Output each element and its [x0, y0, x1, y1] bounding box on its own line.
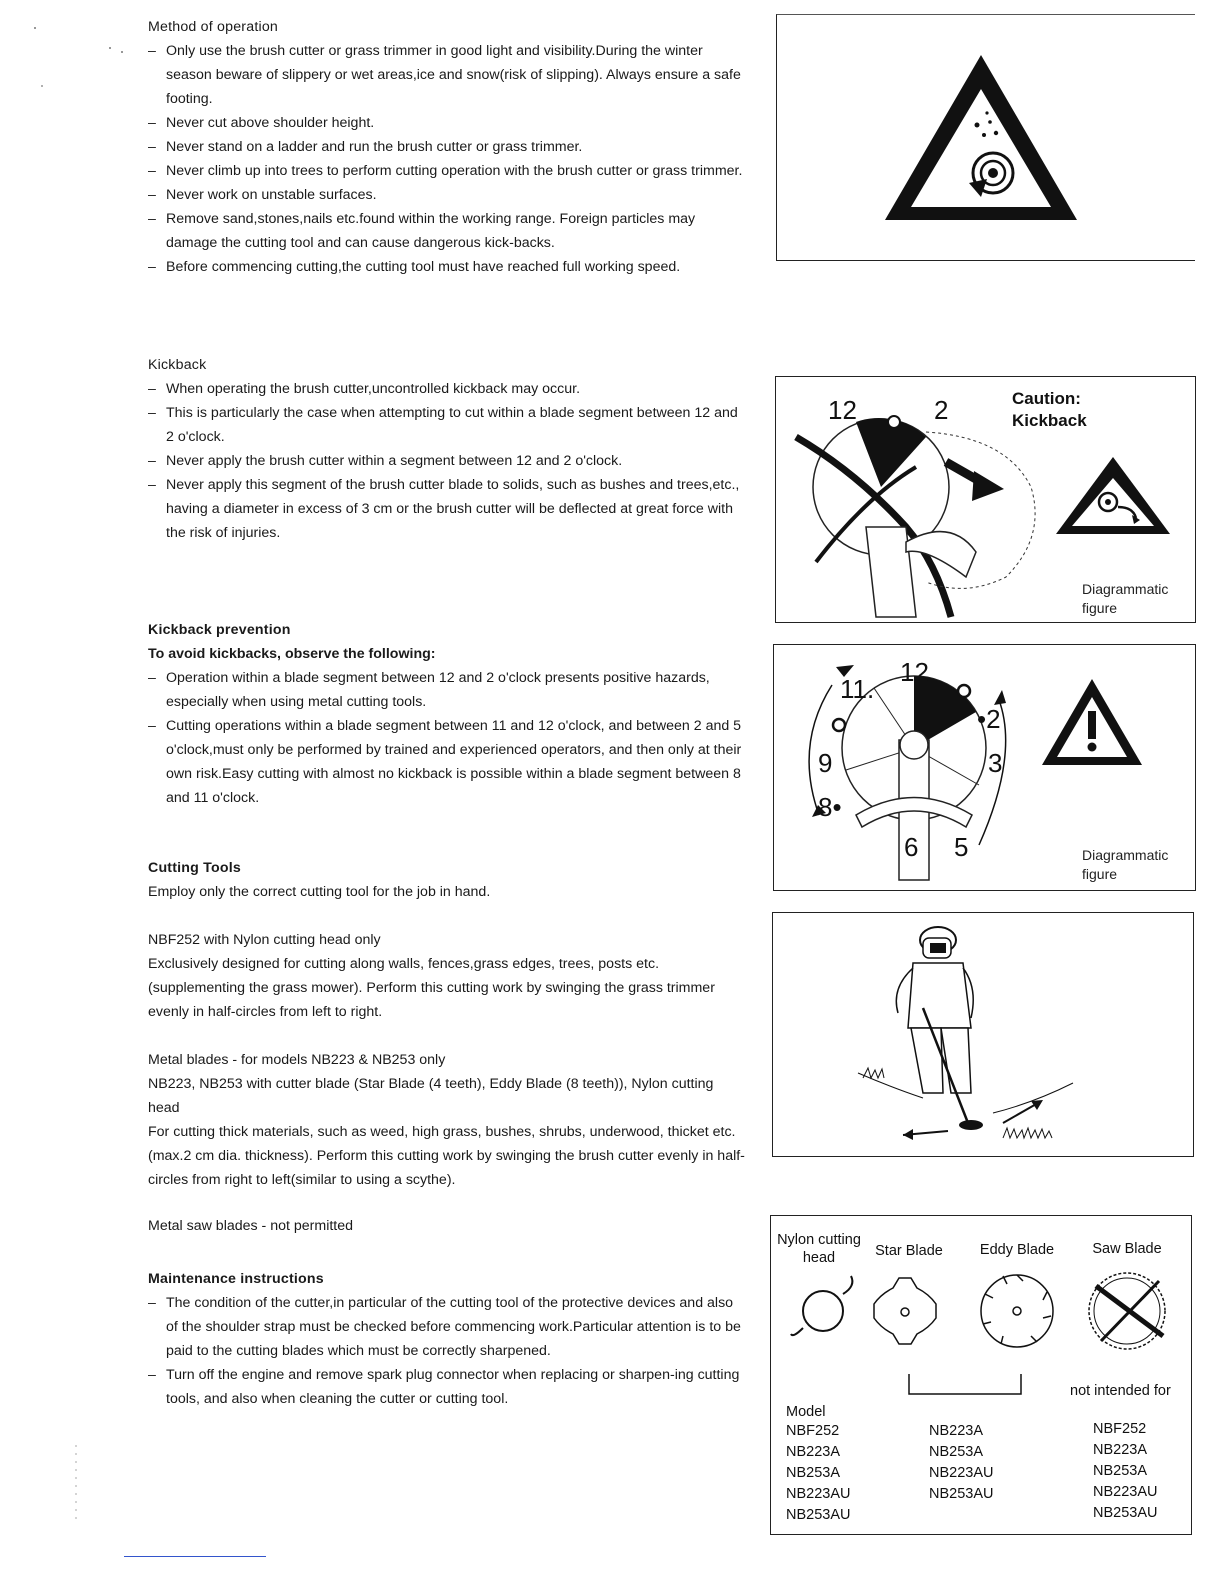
nylon-models-list: [786, 1421, 850, 1526]
not-intended-label: not intended for: [1070, 1383, 1171, 1399]
clock-label-2: •2: [977, 704, 1001, 734]
list-item: – Never work on unstable surfaces.: [148, 183, 748, 207]
kickback-heading: Kickback: [148, 357, 207, 373]
clock-label-11: 11.: [840, 674, 875, 704]
bottom-link-line: [124, 1556, 266, 1557]
list-item: – Never apply the brush cutter within a segment between 12 and 2 o'clock.: [148, 449, 748, 473]
operator-illustration-panel: [772, 912, 1194, 1157]
list-item: NB253A: [1093, 1463, 1148, 1479]
maintenance-heading: Maintenance instructions: [148, 1271, 324, 1287]
list-item: – The condition of the cutter,in particular of the cutting tool of the protective devices and also of the shoulder strap must be checked before commencing work.Particular attention is to be paid to the cutting blades which must be correctly sharpened.: [148, 1291, 748, 1363]
list-item: NBF252: [786, 1423, 840, 1439]
clock-label-8: 8•: [818, 792, 842, 822]
exclamation-warning-icon: [1037, 673, 1147, 773]
kickback-caption-2: figure: [1082, 600, 1118, 616]
list-item: NB223AU: [929, 1465, 994, 1481]
list-item: NB253A: [929, 1444, 984, 1460]
clock-label-6: 6: [904, 832, 919, 862]
kickback-label-2: 2: [934, 395, 949, 425]
clock-caption-2: figure: [1082, 866, 1118, 882]
kickback-warning-icon: [1048, 452, 1178, 542]
prevention-heading: Kickback prevention: [148, 622, 291, 638]
saw-blade-header: Saw Blade: [1092, 1241, 1162, 1257]
list-item: NBF252: [1093, 1421, 1147, 1437]
maintenance-section: [148, 1267, 748, 1411]
saw-blade-icon: [1089, 1273, 1165, 1349]
metal-text-1: NB223, NB253 with cutter blade (Star Blade (4 teeth), Eddy Blade (8 teeth)), Nylon cutting head: [148, 1076, 714, 1116]
nylon-head-line-2: head: [802, 1250, 836, 1266]
star-blade-icon: [874, 1278, 936, 1344]
cutting-tools-section: [148, 856, 748, 1238]
eddy-blade-header: Eddy Blade: [979, 1242, 1055, 1258]
flying-debris-warning-panel: [776, 14, 1195, 261]
caution-line-2: Kickback: [1012, 411, 1087, 430]
clock-segment-diagram-panel: [773, 644, 1196, 891]
list-item: – Never climb up into trees to perform cutting operation with the brush cutter or grass trimmer.: [148, 159, 748, 183]
list-item: NB253AU: [786, 1507, 851, 1523]
list-item: – Cutting operations within a blade segment between 11 and 12 o'clock, and between 2 and 5 o'clock,must only be performed by trained and experienced operators, and then only at their own risk.Easy cutting with almost no kickback is possible within a blade segment between 8 and 11 o'clock.: [148, 714, 748, 810]
kickback-section: [148, 353, 748, 545]
nylon-text: Exclusively designed for cutting along walls, fences,grass edges, trees, posts etc. (supplementing the grass mower). Perform this cutting work by swinging the grass trimmer evenly in half-circles from left to right.: [148, 956, 715, 1020]
metal-text-2: For cutting thick materials, such as weed, high grass, bushes, shrubs, underwood, thicket etc. (max.2 cm dia. thickness). Perform this cutting work by swinging the brush cutter evenly in half-circles from right to left(similar to using a scythe).: [148, 1124, 745, 1188]
metal-models-list: [929, 1421, 993, 1505]
nylon-head-icon: [791, 1276, 852, 1335]
saw-note: Metal saw blades - not permitted: [148, 1218, 354, 1234]
list-item: – When operating the brush cutter,uncontrolled kickback may occur.: [148, 377, 748, 401]
eddy-blade-icon: [981, 1275, 1053, 1347]
clock-label-9: 9: [818, 748, 833, 778]
kickback-caption-1: Diagrammatic: [1082, 581, 1169, 597]
model-label: Model: [786, 1404, 826, 1420]
caution-line-1: Caution:: [1012, 389, 1081, 408]
saw-models-list: [1093, 1419, 1157, 1524]
blade-compatibility-panel: [770, 1215, 1192, 1535]
star-blade-header: Star Blade: [875, 1243, 943, 1259]
list-item: – Operation within a blade segment between 12 and 2 o'clock presents positive hazards, especially when using metal cutting tools.: [148, 666, 748, 714]
clock-label-3: 3: [988, 748, 1003, 778]
method-of-operation-section: [148, 15, 748, 279]
flying-debris-warning-icon: [777, 15, 1195, 260]
list-item: NB223A: [929, 1423, 984, 1439]
prevention-subheading: To avoid kickbacks, observe the following:: [148, 646, 436, 662]
method-list: [148, 39, 748, 279]
blade-icons: [771, 1216, 1191, 1396]
list-item: NB223A: [1093, 1442, 1148, 1458]
tools-heading: Cutting Tools: [148, 860, 241, 876]
metal-title: Metal blades - for models NB223 & NB253 only: [148, 1052, 446, 1068]
kickback-list: [148, 377, 748, 545]
list-item: – Remove sand,stones,nails etc.found within the working range. Foreign particles may damage the cutting tool and can cause dangerous kick-backs.: [148, 207, 748, 255]
prevention-list: [148, 666, 748, 810]
nylon-head-line-1: Nylon cutting: [777, 1232, 861, 1248]
clock-caption-1: Diagrammatic: [1082, 847, 1169, 863]
list-item: – This is particularly the case when attempting to cut within a blade segment between 12 and 2 o'clock.: [148, 401, 748, 449]
kickback-diagram-panel: [775, 376, 1196, 623]
list-item: – Never cut above shoulder height.: [148, 111, 748, 135]
list-item: NB253AU: [929, 1486, 994, 1502]
list-item: NB223AU: [786, 1486, 851, 1502]
maintenance-list: [148, 1291, 748, 1411]
list-item: – Only use the brush cutter or grass trimmer in good light and visibility.During the winter season beware of slippery or wet areas,ice and snow(risk of slipping). Always ensure a safe footing.: [148, 39, 748, 111]
shared-bracket: [909, 1374, 1021, 1394]
list-item: – Turn off the engine and remove spark plug connector when replacing or sharpen-ing cutting tools, and also when cleaning the cutter or cutting tool.: [148, 1363, 748, 1411]
tools-intro: Employ only the correct cutting tool for the job in hand.: [148, 884, 491, 900]
list-item: NB223AU: [1093, 1484, 1158, 1500]
clock-label-5: 5: [954, 832, 969, 862]
method-heading: Method of operation: [148, 19, 278, 35]
list-item: – Never stand on a ladder and run the brush cutter or grass trimmer.: [148, 135, 748, 159]
clock-label-12: 12: [900, 657, 929, 687]
list-item: – Before commencing cutting,the cutting tool must have reached full working speed.: [148, 255, 748, 279]
list-item: – Never apply this segment of the brush cutter blade to solids, such as bushes and trees,etc., having a diameter in excess of 3 cm or the brush cutter will be deflected at great force with the risk of injuries.: [148, 473, 748, 545]
nylon-title: NBF252 with Nylon cutting head only: [148, 932, 381, 948]
kickback-label-12: 12: [828, 395, 857, 425]
list-item: NB253A: [786, 1465, 841, 1481]
scan-marks: [0, 0, 140, 1584]
list-item: NB253AU: [1093, 1505, 1158, 1521]
list-item: NB223A: [786, 1444, 841, 1460]
kickback-prevention-section: [148, 618, 748, 810]
operator-with-trimmer-illustration: [773, 913, 1193, 1156]
